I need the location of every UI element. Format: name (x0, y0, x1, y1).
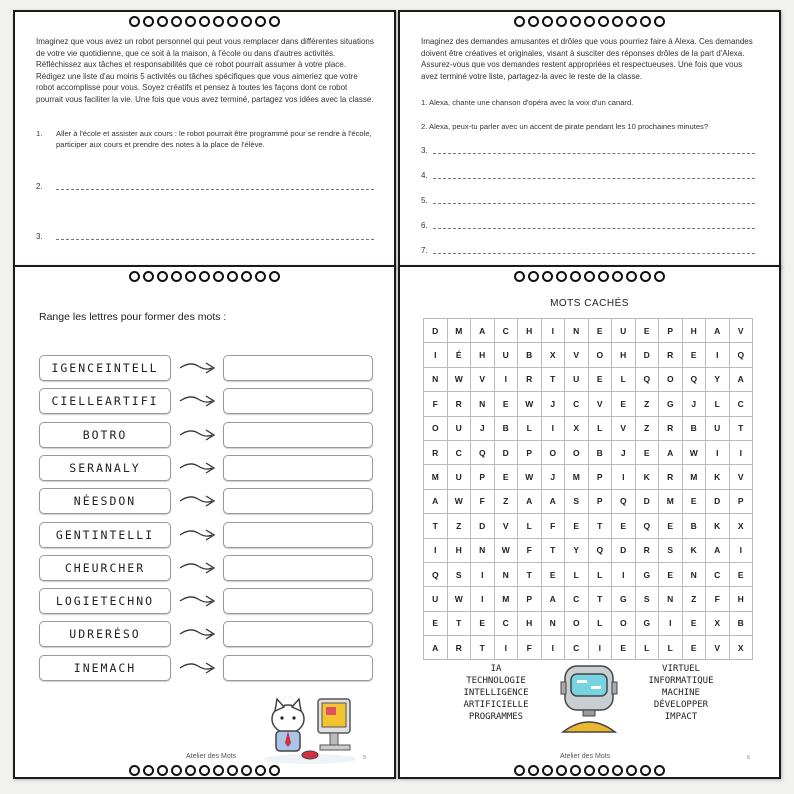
grid-cell[interactable]: M (683, 465, 707, 489)
grid-cell[interactable]: P (471, 465, 495, 489)
grid-cell[interactable]: S (565, 490, 589, 514)
grid-cell[interactable]: J (683, 392, 707, 416)
grid-cell[interactable]: T (448, 612, 472, 636)
answer-line-2[interactable] (56, 189, 374, 190)
grid-cell[interactable]: W (448, 490, 472, 514)
word-list-item: ARTIFICIELLE (463, 700, 529, 710)
grid-cell[interactable]: D (636, 343, 660, 367)
binder-rings (400, 16, 779, 32)
grid-cell[interactable]: H (612, 343, 636, 367)
grid-cell[interactable]: M (424, 465, 448, 489)
grid-cell[interactable]: R (424, 441, 448, 465)
answer-box[interactable] (223, 355, 373, 381)
arrow-right-icon (178, 391, 218, 411)
grid-cell[interactable]: B (589, 441, 613, 465)
grid-cell[interactable]: P (659, 319, 683, 343)
arrow-right-icon (178, 525, 218, 545)
grid-cell[interactable]: A (424, 636, 448, 660)
word-list-item: INTELLIGENCE (463, 688, 529, 698)
answer-line-6[interactable] (433, 228, 755, 229)
grid-cell[interactable]: E (683, 612, 707, 636)
scrambled-word: LOGIETECHNO (39, 588, 171, 614)
grid-cell[interactable]: L (589, 417, 613, 441)
grid-cell[interactable]: B (683, 417, 707, 441)
grid-cell[interactable]: I (730, 441, 754, 465)
grid-cell[interactable]: Q (589, 539, 613, 563)
grid-cell[interactable]: D (636, 490, 660, 514)
grid-cell[interactable]: W (683, 441, 707, 465)
scrambled-word: GENTINTELLI (39, 522, 171, 548)
grid-cell[interactable]: A (659, 441, 683, 465)
grid-cell[interactable]: L (612, 368, 636, 392)
scrambled-word: BOTRO (39, 422, 171, 448)
grid-cell[interactable]: A (424, 490, 448, 514)
grid-cell[interactable]: I (706, 441, 730, 465)
scrambled-word: INEMACH (39, 655, 171, 681)
scrambled-word: SERANALY (39, 455, 171, 481)
grid-cell[interactable]: M (659, 490, 683, 514)
scrambled-word: CHEURCHER (39, 555, 171, 581)
grid-cell[interactable]: N (683, 563, 707, 587)
grid-cell[interactable]: E (589, 368, 613, 392)
grid-cell[interactable]: L (518, 417, 542, 441)
grid-cell[interactable]: I (542, 417, 566, 441)
grid-cell[interactable]: S (636, 587, 660, 611)
word-search-title: MOTS CACHÉS (550, 298, 629, 309)
grid-cell[interactable]: P (589, 465, 613, 489)
scrambled-word: CIELLEARTIFI (39, 388, 171, 414)
grid-cell[interactable]: X (706, 612, 730, 636)
answer-box[interactable] (223, 555, 373, 581)
grid-cell[interactable]: W (448, 587, 472, 611)
word-list-item: IMPACT (664, 712, 698, 722)
worksheet-page-alexa (398, 10, 781, 268)
grid-cell[interactable]: Y (706, 368, 730, 392)
grid-cell[interactable]: U (424, 587, 448, 611)
grid-cell[interactable]: A (706, 539, 730, 563)
grid-cell[interactable]: L (589, 612, 613, 636)
grid-cell[interactable]: O (542, 441, 566, 465)
binder-rings (400, 765, 779, 779)
grid-cell[interactable]: E (683, 636, 707, 660)
grid-cell[interactable]: V (589, 392, 613, 416)
item-number: 2. (36, 182, 43, 191)
word-list-item: MACHINE (662, 688, 700, 698)
grid-cell[interactable]: E (683, 490, 707, 514)
grid-cell[interactable]: O (424, 417, 448, 441)
grid-cell[interactable]: V (730, 465, 754, 489)
answer-box[interactable] (223, 488, 373, 514)
word-list-left (446, 663, 546, 723)
grid-cell[interactable]: G (612, 587, 636, 611)
grid-cell[interactable]: C (495, 612, 519, 636)
grid-cell[interactable]: K (706, 465, 730, 489)
grid-cell[interactable]: P (589, 490, 613, 514)
grid-cell[interactable]: E (636, 319, 660, 343)
item-number: 5. (421, 196, 428, 205)
grid-cell[interactable]: X (730, 514, 754, 538)
grid-cell[interactable]: T (424, 514, 448, 538)
grid-cell[interactable]: R (448, 636, 472, 660)
answer-box[interactable] (223, 522, 373, 548)
word-list-item: DÉVELOPPER (653, 700, 709, 710)
arrow-right-icon (178, 358, 218, 378)
answer-box[interactable] (223, 388, 373, 414)
grid-cell[interactable]: Q (636, 514, 660, 538)
grid-cell[interactable]: D (471, 514, 495, 538)
word-list-item: IA (490, 664, 502, 674)
grid-cell[interactable]: I (495, 636, 519, 660)
grid-cell[interactable]: D (424, 319, 448, 343)
binder-rings (15, 271, 394, 287)
grid-cell[interactable]: B (518, 343, 542, 367)
grid-cell[interactable]: H (518, 612, 542, 636)
grid-cell[interactable]: A (542, 587, 566, 611)
arrow-right-icon (178, 425, 218, 445)
grid-cell[interactable]: O (565, 441, 589, 465)
grid-cell[interactable]: U (448, 417, 472, 441)
binder-rings (400, 271, 779, 287)
grid-cell[interactable]: U (706, 417, 730, 441)
grid-cell[interactable]: Q (636, 368, 660, 392)
grid-cell[interactable]: F (542, 514, 566, 538)
binder-rings (15, 765, 394, 779)
answer-box[interactable] (223, 621, 373, 647)
grid-cell[interactable]: U (612, 319, 636, 343)
word-list-item: VIRTUEL (662, 664, 700, 674)
item-number: 7. (421, 246, 428, 255)
grid-cell[interactable]: R (518, 368, 542, 392)
word-search-grid (423, 318, 753, 660)
grid-cell[interactable]: H (448, 539, 472, 563)
item-number: 6. (421, 221, 428, 230)
grid-cell[interactable]: O (565, 612, 589, 636)
grid-cell[interactable]: X (565, 417, 589, 441)
grid-cell[interactable]: K (636, 465, 660, 489)
answer-line-5[interactable] (433, 203, 755, 204)
grid-cell[interactable]: D (495, 441, 519, 465)
grid-cell[interactable]: T (542, 368, 566, 392)
grid-cell[interactable]: Q (471, 441, 495, 465)
grid-cell[interactable]: Q (612, 490, 636, 514)
answer-box[interactable] (223, 588, 373, 614)
grid-cell[interactable]: A (706, 319, 730, 343)
grid-cell[interactable]: R (659, 417, 683, 441)
answer-line-3[interactable] (433, 153, 755, 154)
grid-cell[interactable]: L (706, 392, 730, 416)
grid-cell[interactable]: R (636, 539, 660, 563)
binder-rings (15, 16, 394, 32)
grid-cell[interactable]: U (448, 465, 472, 489)
grid-cell[interactable]: T (730, 417, 754, 441)
item-number: 3. (421, 146, 428, 155)
arrow-right-icon (178, 591, 218, 611)
footer-brand: Atelier des Mots (560, 753, 611, 760)
worksheet-page-robot (13, 10, 396, 268)
grid-cell[interactable]: T (589, 587, 613, 611)
grid-cell[interactable]: I (471, 587, 495, 611)
grid-cell[interactable]: K (706, 514, 730, 538)
grid-cell[interactable]: W (518, 465, 542, 489)
grid-cell[interactable]: N (495, 563, 519, 587)
grid-cell[interactable]: L (589, 563, 613, 587)
grid-cell[interactable]: V (565, 343, 589, 367)
word-list-item: TECHNOLOGIE (466, 676, 526, 686)
grid-cell[interactable]: P (730, 490, 754, 514)
alexa-instructions: Imaginez des demandes amusantes et drôles que vous pourriez faire à Alexa. Ces demandes doivent être créatives et originales, visant à susciter des réponses drôles de la part d'Alexa. Assurez-vous que vos demandes restent appropriées et respectueuses. Une fois que vous avez terminé votre liste, partagez-la avec le reste de la classe. (421, 37, 753, 81)
grid-cell[interactable]: Q (683, 368, 707, 392)
grid-cell[interactable]: I (471, 563, 495, 587)
grid-cell[interactable]: T (518, 563, 542, 587)
grid-cell[interactable]: G (636, 563, 660, 587)
grid-cell[interactable]: U (565, 368, 589, 392)
robot-illustration (557, 662, 621, 734)
scramble-title: Range les lettres pour former des mots : (39, 311, 227, 323)
grid-cell[interactable]: E (612, 636, 636, 660)
grid-cell[interactable]: A (730, 368, 754, 392)
grid-cell[interactable]: T (471, 636, 495, 660)
grid-cell[interactable]: N (471, 539, 495, 563)
grid-cell[interactable]: B (495, 417, 519, 441)
worksheet-page-scramble (13, 265, 396, 779)
grid-cell[interactable]: A (471, 319, 495, 343)
grid-cell[interactable]: E (471, 612, 495, 636)
grid-cell[interactable]: N (542, 612, 566, 636)
grid-cell[interactable]: E (495, 465, 519, 489)
grid-cell[interactable]: Q (730, 343, 754, 367)
grid-cell[interactable]: F (471, 490, 495, 514)
grid-cell[interactable]: M (495, 587, 519, 611)
arrow-right-icon (178, 624, 218, 644)
grid-cell[interactable]: I (612, 563, 636, 587)
grid-cell[interactable]: F (706, 587, 730, 611)
grid-cell[interactable]: Q (424, 563, 448, 587)
grid-cell[interactable]: Z (683, 587, 707, 611)
grid-cell[interactable]: H (683, 319, 707, 343)
grid-cell[interactable]: T (589, 514, 613, 538)
arrow-right-icon (178, 658, 218, 678)
answer-box[interactable] (223, 655, 373, 681)
grid-cell[interactable]: J (542, 392, 566, 416)
grid-cell[interactable]: S (659, 539, 683, 563)
grid-cell[interactable]: D (706, 490, 730, 514)
grid-cell[interactable]: P (518, 587, 542, 611)
grid-cell[interactable]: I (424, 539, 448, 563)
grid-cell[interactable]: C (495, 319, 519, 343)
grid-cell[interactable]: O (612, 612, 636, 636)
grid-cell[interactable]: N (659, 587, 683, 611)
grid-cell[interactable]: G (636, 612, 660, 636)
answer-line-4[interactable] (433, 178, 755, 179)
grid-cell[interactable]: D (612, 539, 636, 563)
grid-cell[interactable]: P (518, 441, 542, 465)
grid-cell[interactable]: E (542, 563, 566, 587)
grid-cell[interactable]: I (542, 319, 566, 343)
grid-cell[interactable]: Z (636, 417, 660, 441)
grid-cell[interactable]: A (542, 490, 566, 514)
grid-cell[interactable]: E (612, 514, 636, 538)
grid-cell[interactable]: E (565, 514, 589, 538)
grid-cell[interactable]: C (565, 587, 589, 611)
grid-cell[interactable]: E (589, 319, 613, 343)
answer-box[interactable] (223, 455, 373, 481)
robot-answer-1-text: Aller à l'école et assister aux cours : le robot pourrait être programmé pour se rendre à l'école, participer aux cours et prendre des notes à la place de l'élève. (56, 129, 372, 149)
alexa-example-2: 2. Alexa, peux-tu parler avec un accent de pirate pendant les 10 prochaines minutes? (421, 122, 709, 131)
grid-cell[interactable]: M (448, 319, 472, 343)
grid-cell[interactable]: G (659, 392, 683, 416)
grid-cell[interactable]: L (518, 514, 542, 538)
grid-cell[interactable]: C (706, 563, 730, 587)
word-list-right (626, 663, 736, 723)
answer-line-7[interactable] (433, 253, 755, 254)
grid-cell[interactable]: E (659, 563, 683, 587)
grid-cell[interactable]: J (471, 417, 495, 441)
grid-cell[interactable]: C (730, 392, 754, 416)
grid-cell[interactable]: X (542, 343, 566, 367)
grid-cell[interactable]: O (589, 343, 613, 367)
item-number: 3. (36, 232, 43, 241)
grid-cell[interactable]: C (448, 441, 472, 465)
item-number: 1. (36, 129, 43, 138)
grid-cell[interactable]: H (471, 343, 495, 367)
grid-cell[interactable]: I (542, 636, 566, 660)
grid-cell[interactable]: N (424, 368, 448, 392)
grid-cell[interactable]: E (683, 343, 707, 367)
robot-instructions: Imaginez que vous avez un robot personnel qui peut vous remplacer dans différentes situations de votre vie quotidienne, que ce soit à la maison, à l'école ou dans d'autres activités. Réfléchissez aux tâches et responsabilités que ce robot pourrait assumer à votre place. Rédigez une liste d'au moins 5 activités ou tâches spécifiques que vous aimeriez que votre robot accomplisse pour vous. Soyez créatifs et pensez à toutes les façons dont ce robot pourrait vous faciliter la vie. Une fois que vous avez terminé, partagez vos idées avec la classe. (36, 37, 374, 104)
cat-computer-illustration (260, 685, 360, 765)
grid-cell[interactable]: E (495, 392, 519, 416)
grid-cell[interactable]: N (471, 392, 495, 416)
alexa-example-1: 1. Alexa, chante une chanson d'opéra avec la voix d'un canard. (421, 98, 634, 107)
footer-brand: Atelier des Mots (186, 753, 237, 760)
grid-cell[interactable]: H (518, 319, 542, 343)
grid-cell[interactable]: J (612, 441, 636, 465)
grid-cell[interactable]: R (659, 465, 683, 489)
grid-cell[interactable]: I (495, 368, 519, 392)
grid-cell[interactable]: F (518, 539, 542, 563)
grid-cell[interactable]: W (518, 392, 542, 416)
arrow-right-icon (178, 558, 218, 578)
word-list-item: PROGRAMMES (468, 712, 524, 722)
grid-cell[interactable]: F (424, 392, 448, 416)
grid-cell[interactable]: I (589, 636, 613, 660)
grid-cell[interactable]: W (495, 539, 519, 563)
grid-cell[interactable]: A (518, 490, 542, 514)
scrambled-word: NÉESDON (39, 488, 171, 514)
word-list-item: INFORMATIQUE (648, 676, 714, 686)
arrow-right-icon (178, 458, 218, 478)
page-number: 5 (363, 755, 367, 761)
grid-cell[interactable]: F (518, 636, 542, 660)
scrambled-word: IGENCEINTELL (39, 355, 171, 381)
grid-cell[interactable]: V (495, 514, 519, 538)
grid-cell[interactable]: V (471, 368, 495, 392)
answer-line-3[interactable] (56, 239, 374, 240)
answer-box[interactable] (223, 422, 373, 448)
grid-cell[interactable]: L (636, 636, 660, 660)
grid-cell[interactable]: T (542, 539, 566, 563)
grid-cell[interactable]: L (565, 563, 589, 587)
grid-cell[interactable]: V (706, 636, 730, 660)
grid-cell[interactable]: Y (565, 539, 589, 563)
scrambled-word: UDRERÉSO (39, 621, 171, 647)
grid-cell[interactable]: B (683, 514, 707, 538)
grid-cell[interactable]: E (636, 441, 660, 465)
grid-cell[interactable]: K (683, 539, 707, 563)
grid-cell[interactable]: É (448, 343, 472, 367)
page-number: 6 (747, 755, 751, 761)
grid-cell[interactable]: S (448, 563, 472, 587)
grid-cell[interactable]: H (730, 587, 754, 611)
grid-cell[interactable]: E (730, 563, 754, 587)
grid-cell[interactable]: Z (495, 490, 519, 514)
grid-cell[interactable]: Z (636, 392, 660, 416)
grid-cell[interactable]: Z (448, 514, 472, 538)
grid-cell[interactable]: I (424, 343, 448, 367)
grid-cell[interactable]: C (565, 636, 589, 660)
grid-cell[interactable]: B (730, 612, 754, 636)
grid-cell[interactable]: J (542, 465, 566, 489)
grid-cell[interactable]: E (424, 612, 448, 636)
grid-cell[interactable]: C (565, 392, 589, 416)
grid-cell[interactable]: M (565, 465, 589, 489)
grid-cell[interactable]: X (730, 636, 754, 660)
grid-cell[interactable]: N (565, 319, 589, 343)
grid-cell[interactable]: V (612, 417, 636, 441)
worksheet-page-word-search (398, 265, 781, 779)
grid-cell[interactable]: L (659, 636, 683, 660)
grid-cell[interactable]: E (612, 392, 636, 416)
grid-cell[interactable]: V (730, 319, 754, 343)
grid-cell[interactable]: R (448, 392, 472, 416)
grid-cell[interactable]: E (659, 514, 683, 538)
grid-cell[interactable]: U (495, 343, 519, 367)
item-number: 4. (421, 171, 428, 180)
grid-cell[interactable]: W (448, 368, 472, 392)
grid-cell[interactable]: I (730, 539, 754, 563)
grid-cell[interactable]: O (659, 368, 683, 392)
grid-cell[interactable]: I (612, 465, 636, 489)
grid-cell[interactable]: I (706, 343, 730, 367)
grid-cell[interactable]: R (659, 343, 683, 367)
arrow-right-icon (178, 491, 218, 511)
grid-cell[interactable]: I (659, 612, 683, 636)
